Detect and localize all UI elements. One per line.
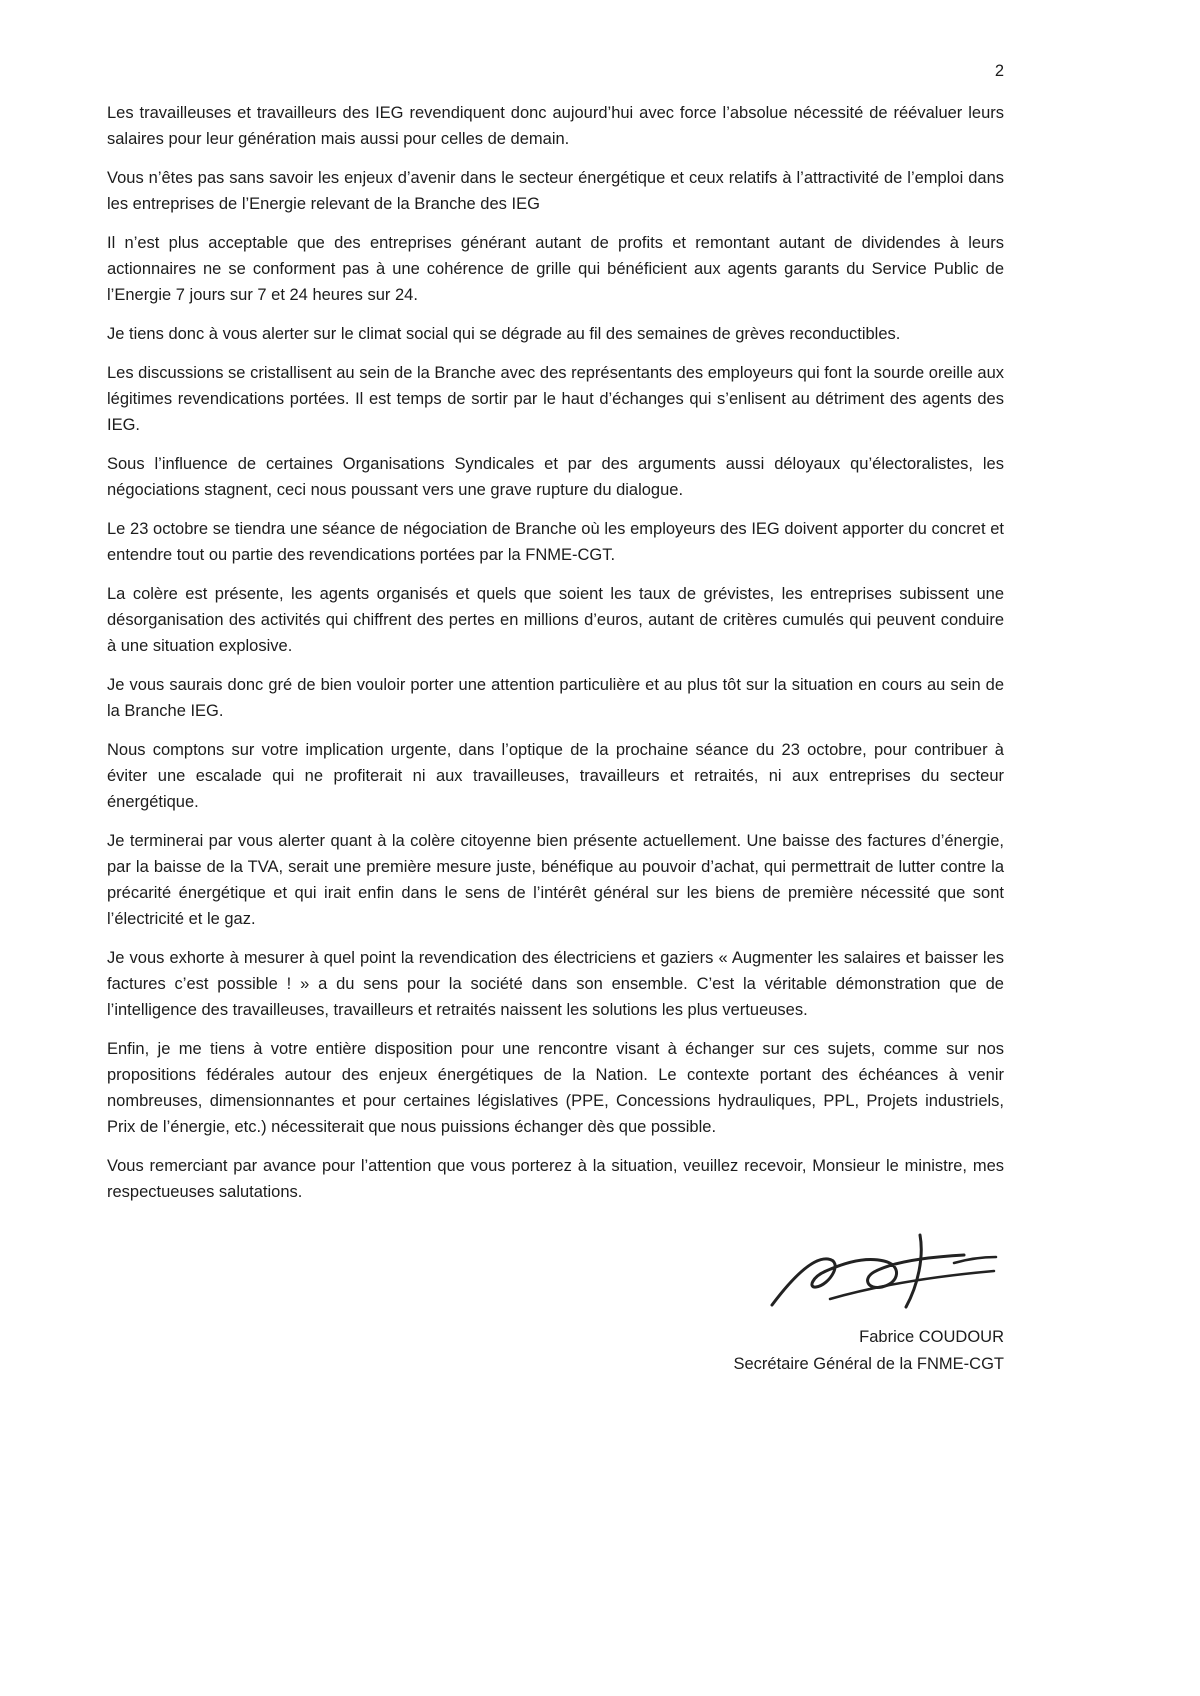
handwritten-signature-image: [768, 1227, 1000, 1318]
paragraph: Nous comptons sur votre implication urgente, dans l’optique de la prochaine séance du 23 octobre, pour contribuer à éviter une escalade qui ne profiterait ni aux travailleuses, travailleurs et retraités, ni aux entreprises du secteur énergétique.: [107, 741, 1004, 811]
paragraph: Je vous exhorte à mesurer à quel point la revendication des électriciens et gaziers « Augmenter les salaires et baisser les factures c’est possible ! » a du sens pour la société dans son ensemble. C’est la véritable démonstration que de l’intelligence des travailleuses, travailleurs et retraités naissent les solutions les plus vertueuses.: [107, 949, 1004, 1019]
paragraph: Je vous saurais donc gré de bien vouloir porter une attention particulière et au plus tôt sur la situation en cours au sein de la Branche IEG.: [107, 676, 1004, 720]
paragraph: Il n’est plus acceptable que des entreprises générant autant de profits et remontant autant de dividendes à leurs actionnaires ne se conforment pas à une cohérence de grille qui bénéficient aux agents garants du Service Public de l’Energie 7 jours sur 7 et 24 heures sur 24.: [107, 234, 1004, 304]
paragraph: Vous n’êtes pas sans savoir les enjeux d’avenir dans le secteur énergétique et ceux relatifs à l’attractivité de l’emploi dans les entreprises de l’Energie relevant de la Branche des IEG: [107, 169, 1004, 213]
paragraph: Vous remerciant par avance pour l’attention que vous porterez à la situation, veuillez recevoir, Monsieur le ministre, mes respectueuses salutations.: [107, 1157, 1004, 1201]
signer-identity: [107, 1324, 1004, 1378]
paragraph: La colère est présente, les agents organisés et quels que soient les taux de grévistes, les entreprises subissent une désorganisation des activités qui chiffrent des pertes en millions d’euros, autant de critères cumulés qui peuvent conduire à une situation explosive.: [107, 585, 1004, 655]
paragraph: Je terminerai par vous alerter quant à la colère citoyenne bien présente actuellement. Une baisse des factures d’énergie, par la baisse de la TVA, serait une première mesure juste, bénéfique au pouvoir d’achat, qui permettrait de lutter contre la précarité énergétique et qui irait enfin dans le sens de l’intérêt général sur les biens de première nécessité que sont l’électricité et le gaz.: [107, 832, 1004, 928]
signer-title: Secrétaire Général de la FNME-CGT: [733, 1355, 1004, 1373]
signature-block: [107, 1227, 1004, 1378]
signer-name: Fabrice COUDOUR: [859, 1328, 1004, 1346]
letter-body: [107, 100, 1004, 1205]
paragraph: Les discussions se cristallisent au sein de la Branche avec des représentants des employeurs qui font la sourde oreille aux légitimes revendications portées. Il est temps de sortir par le haut d’échanges qui s’enlisent au détriment des agents des IEG.: [107, 364, 1004, 434]
page-number: 2: [994, 62, 1004, 80]
paragraph: Je tiens donc à vous alerter sur le climat social qui se dégrade au fil des semaines de grèves reconductibles.: [107, 325, 901, 343]
paragraph: Sous l’influence de certaines Organisations Syndicales et par des arguments aussi déloyaux qu’électoralistes, les négociations stagnent, ceci nous poussant vers une grave rupture du dialogue.: [107, 455, 1004, 499]
paragraph: Les travailleuses et travailleurs des IEG revendiquent donc aujourd’hui avec force l’absolue nécessité de réévaluer leurs salaires pour leur génération mais aussi pour celles de demain.: [107, 104, 1004, 148]
paragraph: Enfin, je me tiens à votre entière disposition pour une rencontre visant à échanger sur ces sujets, comme sur nos propositions fédérales autour des enjeux énergétiques de la Nation. Le contexte portant des échéances à venir nombreuses, dimensionnantes et pour certaines législatives (PPE, Concessions hydrauliques, PPL, Projets industriels, Prix de l’énergie, etc.) nécessiterait que nous puissions échanger dès que possible.: [107, 1040, 1004, 1136]
paragraph: Le 23 octobre se tiendra une séance de négociation de Branche où les employeurs des IEG doivent apporter du concret et entendre tout ou partie des revendications portées par la FNME-CGT.: [107, 520, 1004, 564]
